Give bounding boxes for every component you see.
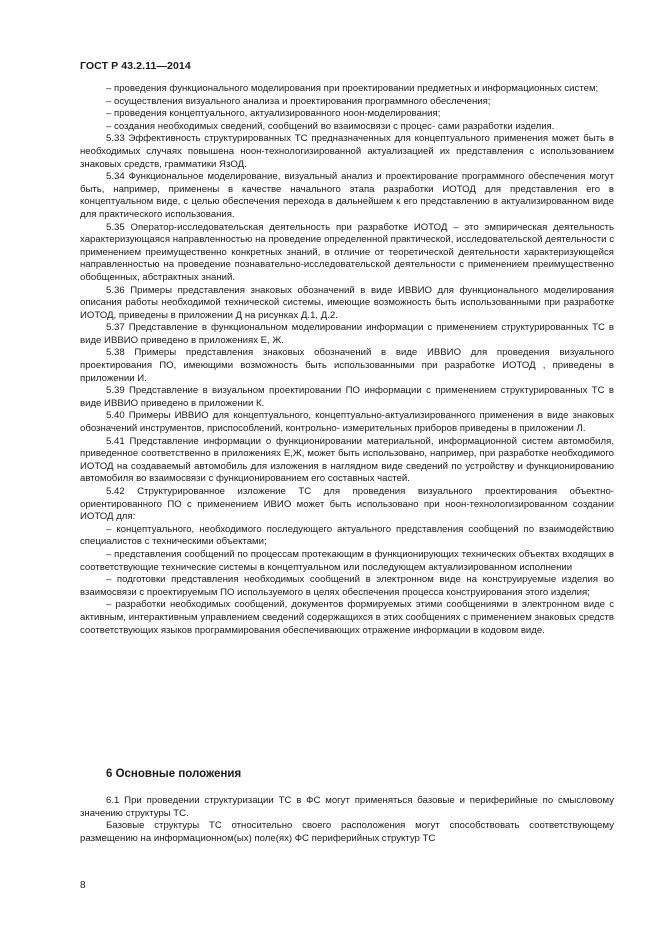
paragraph: 5.33 Эффективность структурированных ТС предназначенных для концептуального применения может быть в необходимых случаях повышена ноон-технологизированной актуализацией их представления с использованием знаковых средств, грамматики ЯзОД.: [80, 133, 614, 170]
paragraph: Базовые структуры ТС относительно своего расположения могут способствовать соответствующему размещению на информационном(ых) поле(ях) ФС периферийных структур ТС: [80, 820, 614, 844]
paragraph: 5.39 Представление в визуальном проектировании ПО информации с применением структурированных ТС в виде ИВВИО приведено в приложении К.: [80, 385, 614, 409]
paragraph: – проведения функционального моделирования при проектировании предметных и информационных систем;: [106, 83, 599, 94]
paragraph: 5.36 Примеры представления знаковых обозначений в виде ИВВИО для функционального моделирования описания работы необходимой технической системы, имеющие возможность быть использованными при разработке ИОТОД, приведены в приложении Д на рисунках Д.1, Д.2.: [80, 284, 614, 321]
section-heading: 6 Основные положения: [106, 768, 242, 780]
page-number: 8: [80, 880, 86, 891]
document-body: [80, 83, 614, 637]
list-item: – подготовки представления необходимых сообщений в электронном виде на конструируемые изделия во взаимосвязи с проектируемым ПО используемого в целях обеспечения процесса конструирования этого изделия;: [80, 574, 614, 598]
list-item: – разработки необходимых сообщений, документов формируемых этими сообщениями в электронном виде с активным, интерактивным управлением сведений содержащихся в этих сообщениях с применением знаковых средств соответствующих языков программирования обеспечивающих отражение информации в кодовом виде.: [80, 599, 614, 636]
list-item: – представления сообщений по процессам протекающим в функционирующих технических объектах входящих в соответствующие технические системы в концептуальном или последующем актуализированном исполнении: [80, 548, 614, 573]
document-header: ГОСТ Р 43.2.11—2014: [80, 60, 191, 72]
paragraph: 6.1 При проведении структуризации ТС в ФС могут применяться базовые и периферийные по смысловому значению структуры ТС.: [80, 795, 614, 819]
paragraph: 5.41 Представление информации о функционировании материальной, информационной систем автомобиля, приведенное соответственно в приложениях Е,Ж, может быть использовано, например, при разработке необходимого ИОТОД на создаваемый автомобиль для изложения в наглядном виде сведений по устройству и функционированию автомобиля во взаимосвязи с функционированием его составных частей.: [80, 435, 614, 485]
section-body: [80, 795, 614, 845]
paragraph: – проведения концептуального, актуализированного ноон-моделирования;: [106, 108, 441, 120]
paragraph: 5.34 Функциональное моделирование, визуальный анализ и проектирование программного обеспечения могут быть, например, применены в качестве начального этапа разработки ИОТОД для представления его в концептуальном виде, с целью обеспечения перехода в дальнейшем к его представлению в актуализированном виде для практического использования.: [80, 171, 614, 220]
paragraph: 5.37 Представление в функциональном моделировании информации с применением структурированных ТС в виде ИВВИО приведено в приложениях Е, Ж.: [80, 322, 614, 346]
paragraph: 5.35 Оператор-исследовательская деятельность при разработке ИОТОД – это эмпирическая деятельность характеризующаяся направленностью на проведение определенной практической, исследовательской деятельности с применением преимущественно конкретных знаний, в отличие от теоретической деятельности характеризующейся направленностью на проведение познавательно-исследовательской деятельности с применением преимущественно обобщенных, абстрактных знаний.: [80, 221, 614, 283]
paragraph: 5.40 Примеры ИВВИО для концептуального, концептуально-актуализированного применения в виде знаковых обозначений инструментов, приспособлений, контрольно- измерительных приборов приведены в приложении Л.: [80, 410, 614, 435]
paragraph: 5.42 Структурированное изложение ТС для проведения визуального проектирования объектно-ориентированного ПО с применением ИВИО может быть использовано при ноон-технологизированном создании ИОТОД для:: [80, 486, 614, 523]
paragraph: 5.38 Примеры представления знаковых обозначений в виде ИВВИО для проведения визуального проектирования ПО, имеющими возможность быть использованными при разработке ИОТОД , приведены в приложении И.: [80, 347, 614, 384]
paragraph: – осуществления визуального анализа и проектирования программного обеслечения;: [106, 95, 491, 107]
list-item: – концептуального, необходимого последующего актуального представления сообщений по взаимодействию специалистов с техническими объектами;: [80, 523, 614, 548]
paragraph: – создания необходимых сведений, сообщений во взаимосвязи с процес- сами разработки изделия.: [106, 120, 555, 132]
